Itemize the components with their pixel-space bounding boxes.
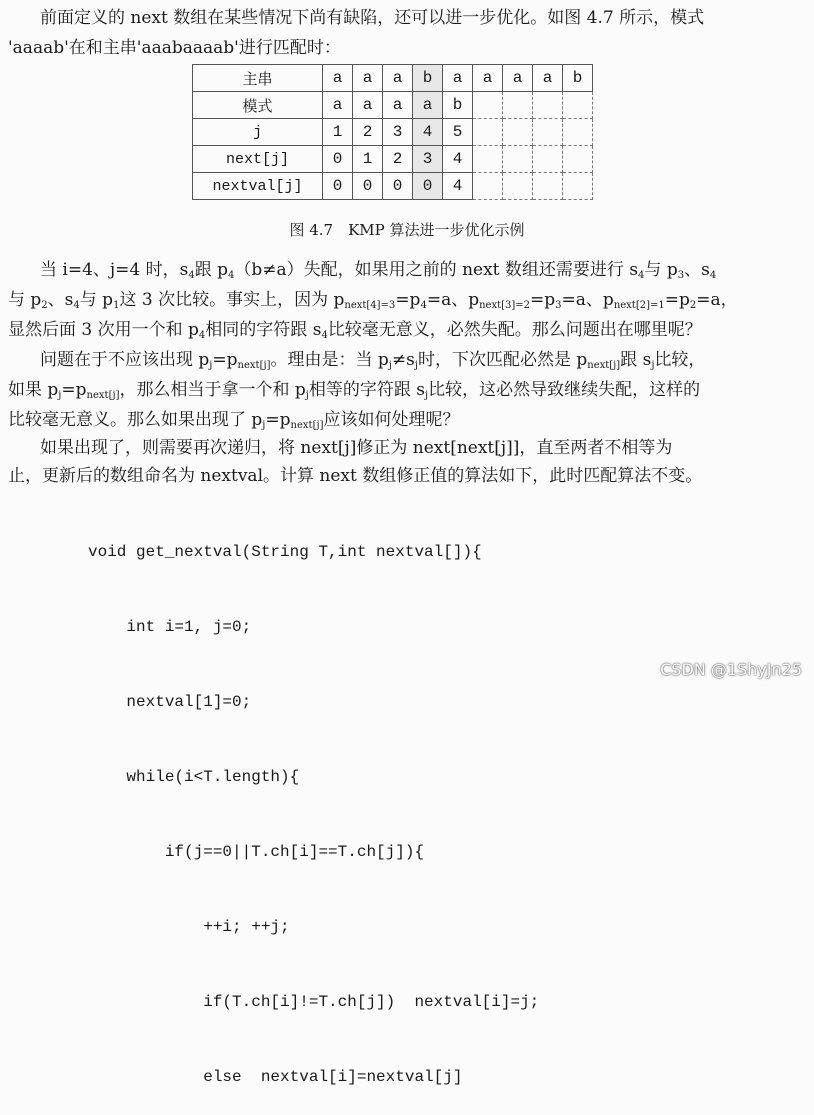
row-header: nextval[j]	[193, 173, 323, 200]
para1-line-3: 显然后面 3 次用一个和 $p_4$相同的字符跟 $s_4$比较毫无意义，必然失配。那么问题出在哪里呢？	[8, 320, 702, 341]
para2-line-3: 比较毫无意义。那么如果出现了 $p_j=p_{next[j]}$应该如何处理呢？	[8, 410, 460, 431]
table-cell: 0	[323, 146, 353, 173]
table-cell: a	[323, 65, 353, 92]
row-header: j	[193, 119, 323, 146]
table-cell	[533, 92, 563, 119]
code-line: nextval[1]=0;	[88, 693, 252, 711]
table-row	[193, 119, 593, 146]
para3-line-1: 如果出现了，则需要再次递归，将 next[j]修正为 next[next[j]]，直至两者不相等为	[40, 438, 673, 458]
table-cell: b	[443, 92, 473, 119]
table-cell: 1	[323, 119, 353, 146]
table-cell: a	[383, 65, 413, 92]
table-cell: 4	[443, 146, 473, 173]
code-line: int i=1, j=0;	[88, 618, 252, 636]
table-cell	[563, 146, 593, 173]
code-line: while(i<T.length){	[88, 768, 300, 786]
table-cell: 0	[413, 173, 443, 200]
table-cell: 3	[383, 119, 413, 146]
table-cell: 2	[353, 119, 383, 146]
table-cell: b	[563, 65, 593, 92]
table-cell	[563, 173, 593, 200]
table-row	[193, 92, 593, 119]
table-cell	[563, 92, 593, 119]
code-line: void get_nextval(String T,int nextval[]){	[88, 543, 482, 561]
table-cell: 0	[383, 173, 413, 200]
para2-line-2: 如果 $p_j=p_{next[j]}$，那么相当于拿一个和 $p_j$相等的字符跟 $s_j$比较，这必然导致继续失配，这样的	[8, 380, 701, 401]
intro-line-1: 前面定义的 next 数组在某些情况下尚有缺陷，还可以进一步优化。如图 4.7 所示，模式	[40, 8, 705, 28]
table-row	[193, 146, 593, 173]
code-line: if(j==0||T.ch[i]==T.ch[j]){	[88, 843, 425, 861]
table-cell	[473, 92, 503, 119]
table-cell: a	[323, 92, 353, 119]
table-cell	[533, 173, 563, 200]
table-cell: 0	[353, 173, 383, 200]
para1-line-1: 当 i=4、j=4 时，$s_4$跟 $p_4(b\ne a)$失配，如果用之前的 next 数组还需要进行 $s_4$与 $p_3$、$s_4$	[40, 260, 717, 281]
table-cell	[503, 119, 533, 146]
table-cell: a	[473, 65, 503, 92]
row-header: 主串	[193, 65, 323, 92]
csdn-watermark: CSDN @1ShyJn25	[660, 660, 802, 679]
table-cell: 4	[413, 119, 443, 146]
kmp-table	[192, 64, 593, 200]
table-cell: a	[353, 65, 383, 92]
table-cell	[503, 146, 533, 173]
row-header: 模式	[193, 92, 323, 119]
table-cell	[533, 146, 563, 173]
table-cell	[563, 119, 593, 146]
table-cell	[473, 146, 503, 173]
code-line: ++i; ++j;	[88, 918, 290, 936]
table-cell: 2	[383, 146, 413, 173]
table-cell	[503, 173, 533, 200]
table-cell: 1	[353, 146, 383, 173]
table-cell: 4	[443, 173, 473, 200]
figure-caption: 图 4.7 KMP 算法进一步优化示例	[289, 221, 525, 239]
table-cell	[503, 92, 533, 119]
table-cell: a	[533, 65, 563, 92]
para1-line-2: 与 $p_2$、$s_4$与 $p_1$这 3 次比较。事实上，因为 $p_{next[4]=3}=p_4=a$、$p_{next[3]=2}=p_3=a$、$p_{next[2]=1}=p_2=a$，	[8, 290, 738, 311]
table-row	[193, 65, 593, 92]
code-line: if(T.ch[i]!=T.ch[j]) nextval[i]=j;	[88, 993, 540, 1011]
table-cell: a	[383, 92, 413, 119]
intro-line-2: 'aaaab'在和主串'aaabaaaab'进行匹配时：	[8, 38, 341, 58]
row-header: next[j]	[193, 146, 323, 173]
table-cell	[473, 119, 503, 146]
table-cell: a	[443, 65, 473, 92]
code-block	[88, 490, 539, 1115]
code-line: else nextval[i]=nextval[j]	[88, 1068, 463, 1086]
table-cell	[533, 119, 563, 146]
table-cell: a	[353, 92, 383, 119]
table-cell: a	[503, 65, 533, 92]
table-cell: 3	[413, 146, 443, 173]
table-row	[193, 173, 593, 200]
table-cell: b	[413, 65, 443, 92]
table-cell: 0	[323, 173, 353, 200]
table-cell: 5	[443, 119, 473, 146]
table-cell	[473, 173, 503, 200]
para3-line-2: 止，更新后的数组命名为 nextval。计算 next 数组修正值的算法如下，此时匹配算法不变。	[8, 466, 703, 486]
para2-line-1: 问题在于不应该出现 $p_j=p_{next[j]}$。理由是：当 $p_j\ne s_j$时，下次匹配必然是 $p_{next[j]}$跟 $s_j$比较，	[40, 350, 706, 371]
table-cell: a	[413, 92, 443, 119]
